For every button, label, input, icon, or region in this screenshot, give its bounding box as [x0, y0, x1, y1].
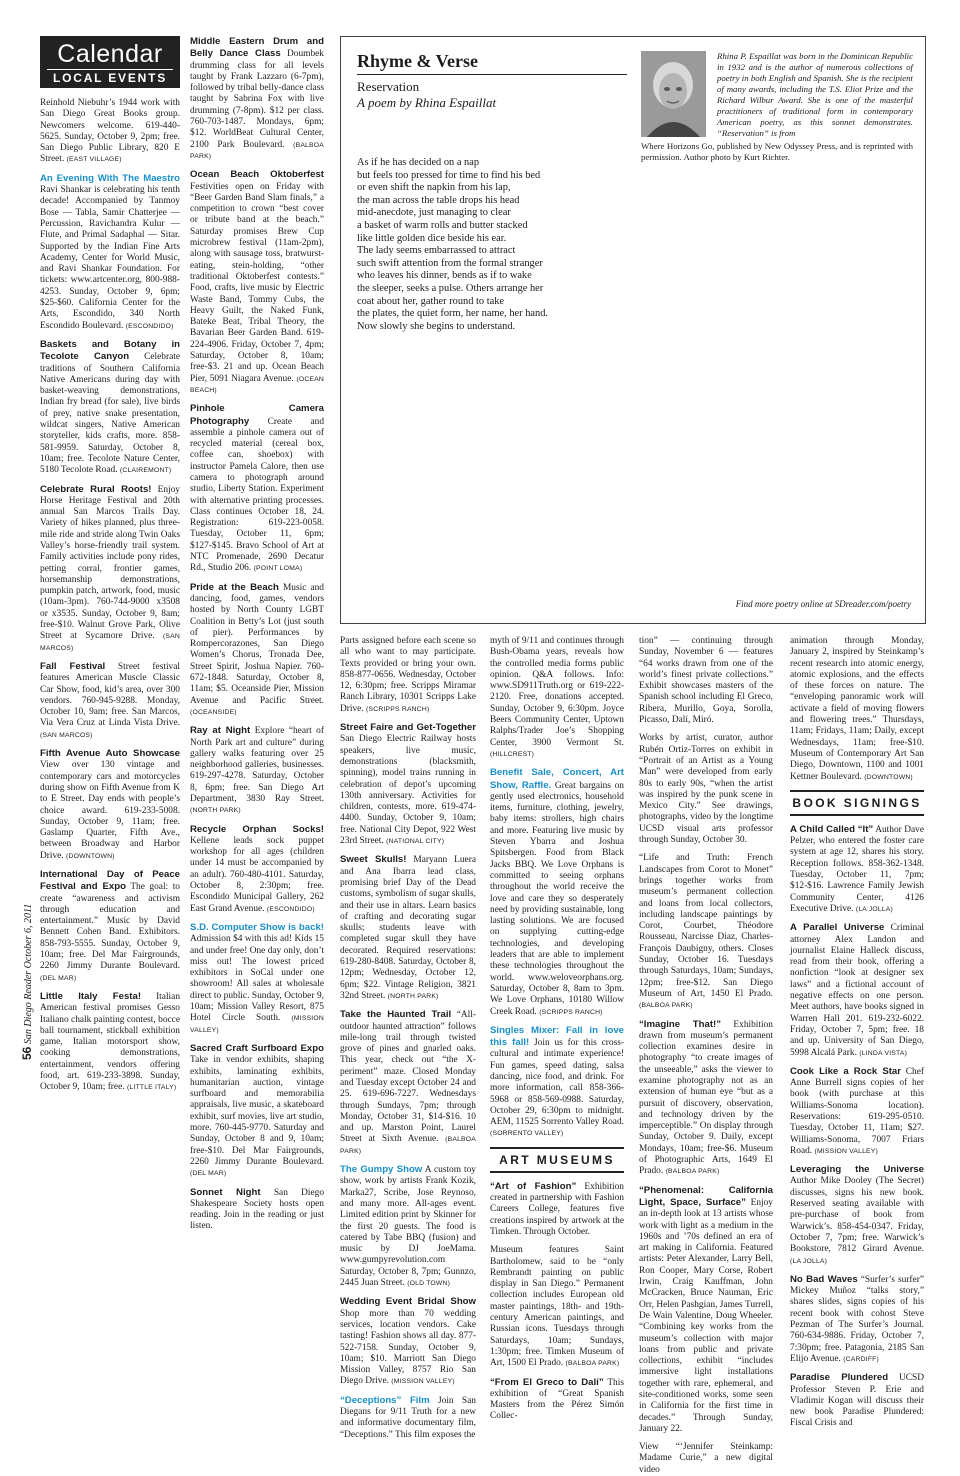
event-description: Criminal attorney Alex Landon and journalist Elaine Halleck discuss, read from their book, offering a nonfiction “look at designer sex laws” and a fictional account of negative effects on one person. Meet authors, have books signed in Warren Hall 201. 619-232-6022. Friday, October 7, 5pm; free. 18 and up. University of San Diego, 5998 Alcalá Park. — [790, 923, 925, 1058]
event-neighborhood: (SAN MARCOS) — [40, 731, 93, 739]
event-description: Create and assemble a pinhole camera out of recycled material (cereal box, coffee can, shoebox) with instructor Pamela Calore, then use camera to photograph around studio, Liberty Station. Experiment with alternative printing processes. Class continues October 18, 24. Registration: 619-223-0058. Tuesday, October 11, 6pm; $127-$145. Bravo School of Art at NTC Promenade, 2690 Decatur Rd., Studio 206. — [190, 416, 325, 574]
event-description: Maryann Luera and Ana Ibarra lead class, promising brief Day of the Dead customs, symbolism of sugar skulls, and their use in altars. Learn basics of crafting and decorating sugar skulls; students leave with completed sugar skull they have decorated. Required reservations: 619-280-8408. Saturday, October 8, 12pm; Wednesday, October 12, 6pm; $22. Vintage Religion, 3821 32nd Street. — [340, 855, 477, 1001]
event-description: tion” — continuing through Sunday, November 6 — features “64 works drawn from one of the world’s finest private collections.” Exhibit showcases masters of the Spanish school including El Greco, Ribera, Murillo, Goya, Sorolla, Picasso, Dalí, Miró. — [639, 636, 773, 726]
event-description: A custom toy show, work by artists Frank Kozik, Marka27, Scribe, Jose Reynoso, and many more. All-ages event. Limited edition print by Skinner for the first 20 guests. The food is catered by Tabe BBQ (fusion) and music by DJ JoeMama. www.gumpyrevolution.com Saturday, October 8, 7pm; Gunnzo, 2445 Juan Street. — [340, 1165, 476, 1289]
event-neighborhood: (LA JOLLA) — [855, 905, 893, 913]
poem-line: the man across the table drops his head — [357, 194, 520, 206]
event-title: A Parallel Universe — [790, 922, 885, 934]
event-listing — [40, 173, 180, 332]
event-listing — [490, 636, 624, 760]
event-description: Celebrate traditions of Southern California Native Americans during day with basket-weaving demonstrations, Indian fry bread (for sale), live birds of prey, native snake presentation, wildcat singers, Native American storyteller, kids crafts, more. 858-581-9959. Saturday, October 8, 10am; free. Tecolote Nature Center, 5180 Tecolote Road. — [40, 352, 180, 476]
poem-line: like little golden dice beside his ear. — [357, 232, 507, 244]
event-neighborhood: (MISSION VALLEY) — [190, 1015, 324, 1034]
event-listing — [40, 339, 180, 477]
event-neighborhood: (ESCONDIDO) — [125, 322, 174, 330]
event-description: Doumbek drumming class for all levels taught by Frank Lazzaro (6-7pm), followed by tribal belly-dance class taught by Sabrina Fox with live drumming (7-8pm). $12 per class. 760-703-1487. Mondays, 6pm; $12. WorldBeat Cultural Center, 2100 Park Boulevard. — [190, 49, 324, 150]
event-neighborhood: (NORTH PARK) — [190, 807, 241, 815]
event-description: View “‘Jennifer Steinkamp: Madame Curie,” a new digital video — [639, 1442, 773, 1475]
event-neighborhood: (CLAIREMONT) — [119, 467, 172, 475]
event-neighborhood: (LINDA VISTA) — [859, 1049, 908, 1057]
event-listing — [490, 1025, 624, 1140]
event-listing — [40, 748, 180, 862]
event-listing — [490, 767, 624, 1018]
poem-line: a basket of warm rolls and butter stacked — [357, 219, 528, 231]
event-listing — [490, 1181, 624, 1238]
event-description: Great bargains on gently used electronics, household items, furniture, clothing, jewelry, baby items: strollers, high chairs and more. Featuring live music by Steven Ybarra and Joshua Spitsbergen. Food from Black Jacks BBQ. We Love Orphans is committed to seeing orphans throughout the world receive the love and care they so desperately need by providing sustainable, long lasting solutions. We are focused on supplying cutting-edge technologies, and developing leaders that are able to implement these technologies throughout the world. www.weloveorphans.org. Saturday, October 8, 8am to 3pm. We Love Orphans, 10180 Willow Creek Road. — [490, 780, 624, 1017]
event-listing — [190, 36, 324, 162]
event-listing — [40, 661, 180, 741]
poem-line: who leaves his dinner, bends as if to wake — [357, 270, 532, 282]
author-bio: Rhina P. Espaillat was born in the Dominican Republic in 1932 and is the author of numerous collections of poetry in both English and Spanish. She is the recipient of many awards, including the T.S. Eliot Prize and the Richard Wilbur Award. She is one of the masterful practitioners of traditional form in contemporary American poetry, as this sonnet demonstrates. “Reservation” is from — [717, 51, 913, 138]
event-listing — [490, 1245, 624, 1369]
event-title: “Phenomenal: California Light, Space, Surface” — [639, 1184, 773, 1208]
event-description: Author Dave Pelzer, who entered the foster care system at age 12, shares his story. Reception follows. 858-362-1348. Tuesday, October 11, 7pm; $12-$16. Lawrence Family Jewish Community Center, 4126 Executive Drive. — [790, 824, 925, 914]
poem-line: mid-anecdote, just managing to clear — [357, 207, 511, 219]
event-description: animation through Monday, January 2, inspired by Steinkamp’s recent research into atomic energy, atomic explosions, and the effects of these forces on nature. The “enveloping panoramic work will activate a field of moving flowers and flowering trees.” Thursdays, 11am; Fridays, 11am; Daily, except Wednesdays, 11am; free-$10. Museum of Contemporary Art San Diego, Downtown, 1100 and 1001 Kettner Boulevard. — [790, 636, 924, 782]
event-neighborhood: (DEL MAR) — [190, 1170, 227, 1178]
event-description: Reinhold Niebuhr’s 1944 work with San Diego Great Books group. Newcomers welcome. 619-440-5625. Sunday, October 9, 2pm; free. San Diego Public Library, 820 E Street. — [40, 98, 180, 165]
poem-title: Reservation — [357, 79, 420, 94]
event-title: “From El Greco to Dalí” — [490, 1376, 604, 1388]
event-title: “Imagine That!” — [639, 1018, 722, 1030]
event-description: Take in vendor exhibits, shaping exhibits, laminating exhibits, humanitarian auction, vintage surfboard and memorabilia appraisals, live music, a skateboard exhibit, surf movies, live art studio, more. 760-445-9770. Saturday and Sunday, October 8 and 9, 10am; free-$10. Del Mar Fairgrounds, 2260 Jimmy Durante Boulevard. — [190, 1055, 324, 1167]
event-neighborhood: (SAN MARCOS) — [40, 633, 181, 652]
event-description: “Surfer’s surfer” Mickey Muñoz “talks story,” shares slides, signs copies of his recent book with cohost Steve Pezman of The Surfer’s Journal. 760-634-9886. Friday, October 7, 7:30pm; free. Patagonia, 2185 San Elijo Avenue. — [790, 1274, 924, 1364]
event-listing — [790, 1274, 924, 1365]
event-listing — [490, 1377, 624, 1423]
event-neighborhood: (BALBOA PARK) — [639, 1002, 693, 1010]
event-title: Pinhole Camera Photography — [190, 403, 324, 427]
event-listing — [340, 1009, 476, 1157]
event-title: Middle Eastern Drum and Belly Dance Class — [190, 36, 324, 60]
event-listing — [190, 403, 324, 574]
event-listing — [790, 922, 924, 1059]
event-title: Paradise Plundered — [790, 1372, 889, 1384]
event-title: “Deceptions” Film — [340, 1394, 430, 1406]
event-listing — [190, 582, 324, 719]
event-description: Parts assigned before each scene so all who want to may participate. Texts provided or bring your own. 858-877-0656. Wednesday, October 12, 6:30pm; free. Scripps Miramar Ranch Library, 10301 Scripps Lake Drive. — [340, 636, 476, 714]
event-neighborhood: (BALBOA PARK) — [190, 141, 324, 160]
event-title: No Bad Waves — [790, 1273, 858, 1285]
event-neighborhood: (DOWNTOWN) — [66, 852, 115, 860]
event-listing — [790, 636, 924, 783]
event-title: Fifth Avenue Auto Showcase — [40, 748, 180, 760]
calendar-masthead — [40, 36, 180, 88]
column-5 — [639, 636, 773, 1475]
event-title: Take the Haunted Trail — [340, 1009, 452, 1021]
event-title: Sweet Skulls! — [340, 854, 407, 866]
event-neighborhood: (POINT LOMA) — [253, 565, 303, 573]
event-description: Exhibition drawn from museum’s permanent collection examines desire in photography “to create images of the unseeable,” asks the viewer to examine photography not as an extension of human eye “but as a pursuit of discovery, observation, and technology driven by the imperceptible.” On display through Sunday, October 9. Daily, except Mondays, 10am; free-$6. Museum of Photographic Arts, 1649 El Prado. — [639, 1019, 773, 1177]
column-6 — [790, 636, 925, 1429]
event-title: Ocean Beach Oktoberfest — [190, 169, 324, 181]
poem-text — [357, 157, 677, 333]
event-neighborhood: (SCRIPPS RANCH) — [539, 1008, 603, 1016]
event-neighborhood: (NATIONAL CITY) — [386, 838, 445, 846]
event-description: UCSD Professor Steven P. Erie and Vladimir Kogan will discuss their new book Paradise Plundered: Fiscal Crisis and — [790, 1373, 924, 1429]
event-title: Benefit Sale, Concert, Art Show, Raffle. — [490, 767, 624, 791]
event-listing — [790, 1164, 924, 1267]
event-listing — [190, 1187, 324, 1233]
event-neighborhood: (MISSION VALLEY) — [391, 1378, 455, 1386]
event-title: Leveraging the Universe — [790, 1164, 924, 1176]
event-listing — [340, 1296, 476, 1387]
poem-byline: A poem by Rhina Espaillat — [357, 95, 497, 110]
event-title: “Art of Fashion” — [490, 1180, 577, 1192]
event-neighborhood: (LITTLE ITALY) — [126, 1084, 177, 1092]
poetry-footer-link[interactable]: Find more poetry online at SDreader.com/poetry — [735, 599, 911, 609]
poem-section-title: Rhyme & Verse — [357, 51, 627, 75]
page-folio — [16, 880, 38, 1060]
event-title: Wedding Event Bridal Show — [340, 1296, 476, 1308]
poem-line: or even shift the napkin from his lap, — [357, 182, 511, 194]
event-listing — [40, 991, 180, 1094]
event-listing — [639, 853, 773, 1011]
event-listing — [40, 98, 180, 166]
calendar-title: Calendar — [57, 40, 163, 68]
event-neighborhood: (CARDIFF) — [843, 1355, 879, 1363]
column-4 — [490, 636, 625, 1422]
event-title: Recycle Orphan Socks! — [190, 823, 324, 835]
event-neighborhood: (BALBOA PARK) — [565, 1360, 620, 1368]
event-neighborhood: (EAST VILLAGE) — [66, 156, 122, 164]
event-description: Street festival features American Muscle Classic Car Show, food, kid’s area, over 300 vendors. 760-945-9288. Monday, October 10, 9am; free. San Marcos, Via Vera Cruz at Linda Vista Drive. — [40, 661, 181, 729]
event-listing — [790, 824, 924, 915]
event-description: Italian American festival promises Gesso Italiano chalk painting contest, bocce ball tournament, stickball exhibition game, Italian motorsport show, cooking demonstrations, entertainment, vendors offering food, art. 619-233-3898. Sunday, October 9, 10am; free. — [40, 991, 181, 1093]
event-listing — [639, 636, 773, 726]
event-title: A Child Called “It” — [790, 823, 874, 835]
event-listing — [190, 725, 324, 816]
poem-line: the sleeper, seeks a pulse. Others arrange her — [357, 282, 544, 294]
event-title: Pride at the Beach — [190, 581, 279, 593]
event-title: Little Italy Festa! — [40, 990, 142, 1002]
event-neighborhood: (BALBOA PARK) — [665, 1168, 720, 1176]
event-description: myth of 9/11 and continues through Bush-Obama years, reveals how the controlled media forms public opinion. Q&A follows. Info: www.SD911Truth.org or 619-222-2120. Free, donations accepted. Sunday, October 9, 6:30pm. Joyce Beers Community Center, Uptown Ralphs/Trader Joe’s Shopping Center, 3900 Vermont St. — [490, 636, 624, 748]
event-title: Sonnet Night — [190, 1186, 261, 1198]
column-3 — [340, 636, 477, 1440]
poem-line: As if he has decided on a nap — [357, 157, 480, 168]
event-neighborhood: (OCEAN BEACH) — [190, 375, 325, 394]
poem-line: The lady seems embarrassed to attract — [357, 245, 516, 257]
event-listing — [340, 1164, 476, 1289]
event-title: Ray at Night — [190, 725, 251, 737]
event-description: San Diego Shakespeare Society hosts open reading. Join in the reading or just listen. — [190, 1187, 325, 1232]
calendar-subtitle: LOCAL EVENTS — [47, 69, 173, 85]
event-description: San Diego Electric Railway hosts speakers, live music, demonstrations (blacksmith, spinning), model trains running in celebration of depot’s upcoming 130th anniversary. Activities for children, contests, more. 619-474-4400. Sunday, October 9, 10am; free. National City Depot, 922 West 23rd Street. — [340, 734, 476, 847]
event-listing — [340, 722, 476, 847]
event-description: Admission $4 with this ad! Kids 15 and under free! One day only, don’t miss out! The lowest priced exhibitors in SoCal under one showroom! All sales at wholesale direct to public. Sunday, October 9, 10am; Mission Valley Resort, 875 Hotel Circle South. — [190, 934, 324, 1024]
event-description: Exhibition created in partnership with Fashion Careers College, features five creations inspired by artwork at the Timken. Through October. — [490, 1181, 624, 1237]
event-description: Join us for this cross-cultural and intimate experience! Fun games, speed dating, salsa dancing, nice food, and drink. For more information, call 858-366-5968 or 858-569-0988. Saturday, October 29, 6:30pm to midnight. AEM, 11525 Sorrento Valley Road. — [490, 1038, 625, 1128]
event-listing — [340, 636, 476, 715]
event-listing — [340, 1395, 476, 1441]
poem-line: Now slowly she begins to understand. — [357, 320, 516, 332]
book-signings-heading: BOOK SIGNINGS — [790, 790, 924, 816]
event-listing — [639, 733, 773, 846]
event-listing — [190, 169, 324, 396]
event-title: An Evening With The Maestro — [40, 172, 180, 184]
art-museums-heading: ART MUSEUMS — [490, 1147, 624, 1173]
event-description: The goal: to create “awareness and activism through education and entertainment.” Music by David Bennett Cohen Band. Exhibitors. 858-793-5555. Sunday, October 9, 10am; free. Del Mar Fairgrounds, 2260 Jimmy Durante Boulevard. — [40, 882, 180, 972]
event-neighborhood: (MISSION VALLEY) — [814, 1147, 878, 1155]
author-bio-credit: Where Horizons Go, published by New Odyssey Press, and is reprinted with permission. Author photo by Kurt Richter. — [641, 141, 913, 162]
event-description: Shop more than 70 wedding services, location vendors. Cake tasting! Fashion shows all day. 877-522-7158. Sunday, October 9, 10am; $10. Marriott San Diego Mission Valley, 8757 Rio San Diego Drive. — [340, 1308, 476, 1387]
event-listing — [40, 484, 180, 654]
event-title: Singles Mixer: Fall in love this fall! — [490, 1024, 624, 1049]
event-listing — [790, 1372, 924, 1429]
event-title: Baskets and Botany in Tecolote Canyon — [40, 338, 180, 363]
folio-text: San Diego Reader October 6, 2011 — [23, 903, 34, 1045]
author-photo — [641, 51, 706, 137]
page-number: 56 — [20, 1046, 34, 1060]
event-description: Festivities open on Friday with “Beer Garden Band Slam finals,” a competition to crown “best cover or tribute band at the beach.” Saturday promises Brew Cup microbrew festival (11am-2pm), along with sausage toss, bratwurst-eating, stein-holding, “other traditional Oktoberfest contests.” Food, crafts, live music by Electric Waste Band, Tommy Cubs, the Heavy Guilt, the Naked Funk, Bateke Beat, Tribal Theory, the Bavarian Beer Garden Band. 619-224-4906. Friday, October 7, 4pm; Saturday, October 8, 10am; free-$3. 21 and up. Ocean Beach Pier, 5091 Niagara Avenue. — [190, 181, 324, 384]
event-listing — [639, 1019, 773, 1178]
event-title: Fall Festival — [40, 660, 106, 672]
event-neighborhood: (SCRIPPS RANCH) — [366, 705, 430, 713]
event-listing — [190, 824, 324, 915]
column-2 — [190, 36, 325, 1232]
event-description: Kellene leads sock puppet workshop for all ages (children under 14 must be accompanied by an adult). 760-480-4101. Saturday, October 8, 2:30pm; free. Escondido Municipal Gallery, 262 East Grand Avenue. — [190, 835, 324, 914]
event-listing — [639, 1185, 773, 1436]
event-neighborhood: (ESCONDIDO) — [266, 905, 315, 913]
event-description: View over 130 vintage and contemporary cars and motorcycles during show on Fifth Avenue from K to E Street. Day ends with people’s choice award. 619-233-5008. Sunday, October 9, 11am; free. Gaslamp Quarter, Fifth Ave., between Broadway and Harbor Drive. — [40, 760, 180, 861]
event-listing — [190, 922, 324, 1036]
author-portrait-image — [641, 51, 706, 137]
event-listing — [639, 1442, 773, 1476]
event-neighborhood: (OCEANSIDE) — [190, 708, 237, 716]
event-neighborhood: (HILLCREST) — [490, 750, 535, 758]
rhyme-and-verse-box — [340, 36, 926, 624]
event-listing — [340, 854, 476, 1002]
event-description: Museum features Saint Bartholomew, said to be “only Rembrandt painting on public display in San Diego.” Permanent collection includes European old master paintings, 18th- and 19th-century American paintings, and Russian icons. Tuesdays through Saturdays, 10am; Sundays, 1:30pm; free. Timken Museum of Art, 1500 El Prado. — [490, 1245, 624, 1369]
event-title: Celebrate Rural Roots! — [40, 483, 152, 495]
event-neighborhood: (NORTH PARK) — [387, 992, 439, 1000]
event-title: The Gumpy Show — [340, 1164, 423, 1176]
event-description: Ravi Shankar is celebrating his tenth decade! Accompanied by Tanmoy Bose — Tabla, Samir Chatterjee — Percussion, Ravichandra Kulur — Flute, and Primal Sadaphal — Sitar. Supported by the Indian Fine Arts Academy, Center for World Music, and Ravi Shankar Foundation. For tickets: www.artcenter.org, 800-988-4253. Sunday, October 9, 6pm; $25-$60. California Center for the Arts, Escondido, 340 North Escondido Boulevard. — [40, 185, 180, 331]
event-neighborhood: (BALBOA PARK) — [340, 1136, 477, 1155]
event-description: “All-outdoor haunted attraction” follows mile-long trail through twisted grove of pines and gnarled oaks. This year, check out “the X-periment” maze. Closed Monday and Tuesday except October 24 and 25. 619-696-7227. Wednesdays through Sundays, 7pm; through Monday, October 31, $14-$16. 10 and up. Marston Point, Laurel Street at Sixth Avenue. — [340, 1010, 476, 1145]
event-description: Join San Diegans for 9/11 Truth for a new and informative documentary film, “Deceptions.” This film exposes the — [340, 1395, 476, 1440]
event-description: “Life and Truth: French Landscapes from Corot to Monet” brings together works from museum’s permanent collection and loans from local collectors, including landscape paintings by Corot, Courbet, Théodore Rousseau, Narcisse Diaz, Charles-François Daubigny, others. Closes Sunday, October 16. Tuesdays through Saturdays, 10am; Sundays, 12pm; free-$12. San Diego Museum of Art, 1450 El Prado. — [639, 853, 773, 999]
event-title: International Day of Peace Festival and Expo — [40, 869, 180, 893]
event-title: Street Faire and Get-Together — [340, 722, 476, 734]
event-description: Author Mike Dooley (The Secret) discusses, signs his new book. Reserved seating available with pre-purchase of book from Warwick’s. 858-454-0347. Friday, October 7, 7pm; free. Warwick’s Bookstore, 7812 Girard Avenue. — [790, 1176, 924, 1255]
poem-line: such swift attention from the formal stranger — [357, 257, 543, 269]
event-description: Music and dancing, food, games, vendors hosted by North County LGBT Coalition in Betty’s Lot (just south of pier). Performances by Rompercorazones, San Diego Women’s Chorus, Tronada Dee, Street Spirit, Joshua Napier. 760-672-1848. Saturday, October 8, 11am; $5. Oceanside Pier, Mission Avenue and Pacific Street. — [190, 582, 324, 706]
event-title: S.D. Computer Show is back! — [190, 921, 324, 933]
event-title: Cook Like a Rock Star — [790, 1065, 901, 1077]
event-listing — [190, 1043, 324, 1180]
event-description: Explore “heart of North Park art and culture” during gallery walks featuring over 25 neighborhood galleries, businesses. 619-297-4278. Saturday, October 8, 6pm; free. San Diego Art Department, 3830 Ray Street. — [190, 726, 324, 804]
poem-line: coat about her, gather round to take — [357, 295, 505, 307]
poem-line: the plates, the quiet form, her name, her hand. — [357, 308, 549, 320]
event-listing — [40, 869, 180, 984]
event-description: This exhibition of “Great Spanish Masters from the Pérez Simón Collec- — [490, 1377, 624, 1422]
column-1 — [40, 36, 181, 1093]
event-description: Enjoy an in-depth look at 13 artists whose work with light as a medium in the 1960s and ’70s defined an era of art making in California. Featured artists: Peter Alexander, Larry Bell, Ron Cooper, Mary Corse, Robert Irwin, Craig Kauffman, John McCracken, Bruce Nauman, Eric Orr, Helen Pashgian, James Turrell, De Wain Valentine, Doug Wheeler. “Combining key works from the museum’s collection with major loans from public and private collections, exhibit “includes immersive light installations together with rare, ephemeral, and site-conditioned works, some seen in California for the first time in decades.” Through Sunday, January 22. — [639, 1197, 773, 1434]
event-description: Works by artist, curator, author Rubén Ortiz-Torres on exhibit in “Portrait of an Artist as a Young Man” were developed from early 80s to early 90s, “when the artist was inspired by the punk scene in Mexico City.” See drawings, photographs, video by the longtime UCSD visual arts professor through Sunday, October 30. — [639, 733, 773, 846]
event-neighborhood: (DEL MAR) — [40, 974, 77, 982]
event-description: Enjoy Horse Heritage Festival and 20th annual San Marcos Trails Day. Variety of hikes planned, plus three-mile ride and stride along Twin Oaks Valley’s horse-friendly trail system. Family activities include pony rides, petting corral, frontier games, horsemanship demonstrations, pumpkin patch, artwork, food, music (10am-3pm). 760-744-9000 x3508 or x3535. Sunday, October 9, 8am; free-$10. Walnut Grove Park, Olive Street at Sycamore Drive. — [40, 484, 180, 642]
event-neighborhood: (DOWNTOWN) — [864, 773, 913, 781]
event-neighborhood: (LA JOLLA) — [790, 1257, 828, 1265]
event-listing — [790, 1066, 924, 1157]
event-description: Chef Anne Burrell signs copies of her book (with purchase at this Williams-Sonoma location). Reservations: 619-295-0510. Tuesday, October 11, 11am; $27. Williams-Sonoma, 7007 Friars Road. — [790, 1066, 924, 1156]
event-neighborhood: (SORRENTO VALLEY) — [490, 1130, 564, 1138]
poem-line: but feels too pressed for time to find his bed — [357, 169, 541, 181]
event-neighborhood: (OLD TOWN) — [407, 1280, 451, 1288]
event-title: Sacred Craft Surfboard Expo — [190, 1042, 324, 1054]
